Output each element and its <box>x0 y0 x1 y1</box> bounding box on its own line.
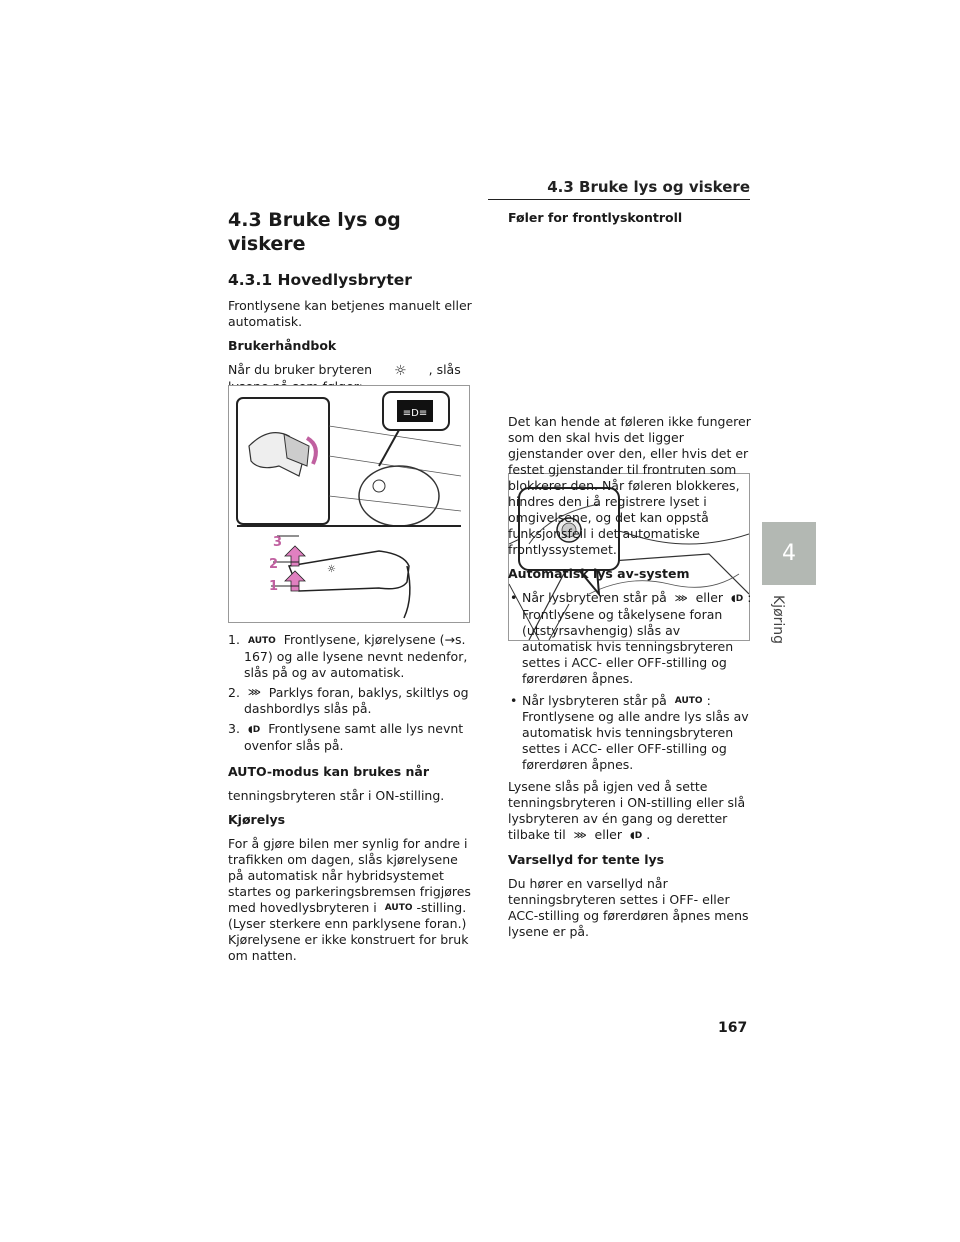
light-switch-icon: ☼ <box>394 362 407 379</box>
running-header: 4.3 Bruke lys og viskere <box>547 178 750 196</box>
header-rule <box>488 199 750 200</box>
list-item: 1. AUTO Frontlysene, kjørelysene (→s. 167) og alle lysene nevnt nedenfor, slås på og av automatisk. <box>228 632 468 680</box>
headlight-switch-illustration <box>229 386 469 622</box>
page-number: 167 <box>718 1020 748 1036</box>
headlight-icon: ◖D <box>629 830 643 841</box>
manual-text: Når du bruker bryteren ☼ , slås <box>228 362 461 379</box>
left-column <box>228 208 473 403</box>
right-column-lower <box>508 414 753 948</box>
warning-heading: Varsellyd for tente lys <box>508 851 665 867</box>
right-column <box>508 210 753 234</box>
svg-text:≡D≡: ≡D≡ <box>402 408 428 419</box>
sensor-heading: Føler for frontlyskontroll <box>508 210 683 225</box>
chapter-tab: 4 <box>762 522 816 585</box>
auto-icon: AUTO <box>248 635 276 646</box>
headlight-icon: ◖D <box>731 593 744 604</box>
auto-icon: AUTO <box>674 696 703 706</box>
svg-text:☼: ☼ <box>327 564 336 575</box>
drl-text: For å gjøre bilen mer synlig for andre i trafikken om dagen, slås kjørelysene på automatisk når hybridsystemet startes og parkeringsbremsen frigjøres med hovedlysbryteren i AUTO -stilling. (Lyser sterkere enn parklysene foran.) Kjørelysene er ikke konstruert for bruk om natten. <box>228 835 471 963</box>
parking-light-icon: ⋙ <box>573 830 587 841</box>
drl-heading: Kjørelys <box>228 811 286 827</box>
intro-text: Frontlysene kan betjenes manuelt eller automatisk. <box>228 298 472 329</box>
sensor-text: Det kan hende at føleren ikke fungerer som den skal hvis det ligger gjenstander over den, eller hvis det er festet gjenstander til frontruten som blokkerer den. Når føleren blokkeres, hindres den i å registrere lyset i omgivelsene, og det kan oppstå funksjonsfeil i det automatiske frontlyssystemet. <box>508 414 751 557</box>
subsection-heading: 4.3.1 Hovedlysbryter <box>228 271 412 289</box>
manual-heading: Brukerhåndbok <box>228 338 337 353</box>
list-item: 2. ⋙ Parklys foran, baklys, skiltlys og dashbordlys slås på. <box>228 684 469 716</box>
headlight-icon: ◖D <box>248 724 261 735</box>
left-column-lower <box>228 632 473 972</box>
auto-mode-heading: AUTO-modus kan brukes når <box>228 763 430 779</box>
figure-label-1: 1 <box>269 579 279 594</box>
relight-text: Lysene slås på igjen ved å sette tenningsbryteren i ON-stilling eller slå lysbryteren av én gang og deretter tilbake til ⋙ eller ◖D . <box>508 779 746 842</box>
section-heading: 4.3 Bruke lys og viskere <box>228 209 401 255</box>
chapter-label: Kjøring <box>770 595 786 645</box>
parking-light-icon: ⋙ <box>674 593 688 604</box>
list-item: • Når lysbryteren står på ⋙ eller ◖D : Frontlysene og tåkelysene foran (utstyrsavhengig) slås av automatisk hvis tenningsbryteren settes i ACC- eller OFF-stilling og førerdøren åpnes. <box>510 590 752 686</box>
auto-mode-text: tenningsbryteren står i ON-stilling. <box>228 787 445 803</box>
warning-text: Du hører en varsellyd når tenningsbryteren settes i OFF- eller ACC-stilling og førerdøren åpnes mens lysene er på. <box>508 875 749 939</box>
figure-label-3: 3 <box>273 535 283 550</box>
headlight-switch-figure <box>228 385 470 623</box>
list-item: • Når lysbryteren står på AUTO : Frontlysene og alle andre lys slås av automatisk hvis tenningsbryteren settes i ACC- eller OFF-stilling og førerdøren åpnes. <box>510 692 749 772</box>
list-item: 3. ◖D Frontlysene samt alle lys nevnt ovenfor slås på. <box>228 721 464 753</box>
auto-off-heading: Automatisk lys av-system <box>508 566 690 581</box>
auto-icon: AUTO <box>384 903 413 913</box>
figure-label-2: 2 <box>269 557 279 572</box>
parking-light-icon: ⋙ <box>248 688 261 698</box>
